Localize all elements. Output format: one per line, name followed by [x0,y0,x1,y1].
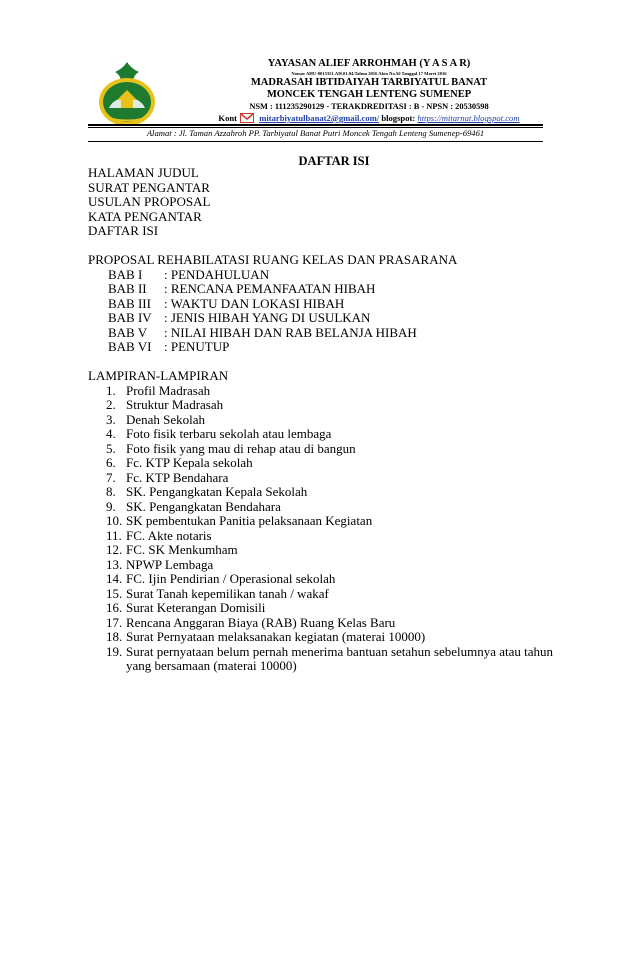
letterhead [190,56,548,126]
school-location: MONCEK TENGAH LENTENG SUMENEP [266,89,472,100]
list-item: 14. FC. Ijin Pendirian / Operasional sekolah [106,571,336,586]
chapter-row [88,340,568,355]
chapter-number: BAB II [108,281,147,296]
list-item: 15. Surat Tanah kepemilikan tanah / wakaf [106,585,329,601]
blog-label: blogspot: [381,113,416,123]
chapter-title: : PENUTUP [164,339,230,354]
header-divider [88,124,543,126]
list-item: 16. Surat Keterangan Domisili [106,600,266,615]
list-item: 12. FC. SK Menkumham [106,542,238,557]
list-item: DAFTAR ISI [88,223,159,238]
list-item: HALAMAN JUDUL [88,165,199,180]
proposal-heading: PROPOSAL REHABILATASI RUANG KELAS DAN PRASARANA [88,252,458,267]
chapter-row [88,268,568,283]
chapter-row [88,297,568,312]
contact-label: Kont [218,113,238,123]
list-item: 17. Rencana Anggaran Biaya (RAB) Ruang Kelas Baru [106,614,396,630]
chapter-row [88,311,568,326]
list-item: 4. Foto fisik terbaru sekolah atau lembaga [106,426,332,441]
list-item: 5. Foto fisik yang mau di rehap atau di bangun [106,440,356,456]
list-item: 1. Profil Madrasah [106,382,211,398]
chapter-row [88,282,568,297]
school-emblem-icon [95,60,159,128]
page-title: DAFTAR ISI [298,154,370,168]
list-item: 2. Struktur Madrasah [106,397,224,412]
list-item: KATA PENGANTAR [88,208,202,224]
list-item: 7. Fc. KTP Bendahara [106,469,229,485]
registration-line: NSM : 111235290129 - TERAKDREDITASI : B - NPSN : 20530598 [249,102,489,111]
school-name: MADRASAH IBTIDAIYAH TARBIYATUL BANAT [250,77,488,88]
chapter-title: : NILAI HIBAH DAN RAB BELANJA HIBAH [164,324,417,340]
attachments-heading: LAMPIRAN-LAMPIRAN [88,368,229,383]
chapter-number: BAB VI [108,339,152,354]
chapter-list [88,268,568,355]
list-item: 10. SK pembentukan Panitia pelaksanaan Kegiatan [106,513,373,528]
list-item: 6. Fc. KTP Kepala sekolah [106,455,253,470]
chapter-number: BAB V [108,324,148,340]
table-of-contents [88,166,568,674]
chapter-title: : RENCANA PEMANFAATAN HIBAH [164,281,376,296]
chapter-number: BAB I [108,266,143,282]
address-line: Alamat : Jl. Taman Azzahroh PP. Tarbiyatul Banat Putri Moncek Tengah Lenteng Sumenep-69461 [146,128,485,138]
chapter-title: : JENIS HIBAH YANG DI USULKAN [164,310,371,325]
list-item: 11. FC. Akte notaris [106,527,212,543]
chapter-title: : WAKTU DAN LOKASI HIBAH [164,295,345,311]
list-item: 18. Surat Pernyataan melaksanakan kegiatan (materai 10000) [106,629,426,644]
list-item: 3. Denah Sekolah [106,411,206,427]
address-divider [88,141,543,142]
list-item: 19. Surat pernyataan belum pernah menerima bantuan setahun sebelumnya atau tahun yang bersamaan (materai 10000) [106,643,554,673]
front-matter-list [88,166,568,239]
foundation-name: YAYASAN ALIEF ARROHMAH (Y A S A R) [267,58,471,69]
list-item: 13. NPWP Lembaga [106,556,214,572]
list-item: SURAT PENGANTAR [88,179,210,195]
chapter-number: BAB III [108,295,151,311]
chapter-number: BAB IV [108,310,152,325]
chapter-row [88,326,568,341]
decree-number: Nomor AHU-0015351.AH.01.04.Tahun 2016 Akta No.56 Tanggal 17 Maret 2016 [291,71,447,76]
chapter-title: : PENDAHULUAN [164,266,270,282]
email-link[interactable]: mitarbiyatulbanat2@gmail.com/ [259,113,380,123]
blog-link[interactable]: https://mitarnat.blogspot.com [417,113,520,123]
list-item: USULAN PROPOSAL [88,194,211,209]
list-item: 9. SK. Pengangkatan Bendahara [106,498,281,514]
list-item: 8. SK. Pengangkatan Kepala Sekolah [106,484,308,499]
attachments-list [88,384,568,674]
